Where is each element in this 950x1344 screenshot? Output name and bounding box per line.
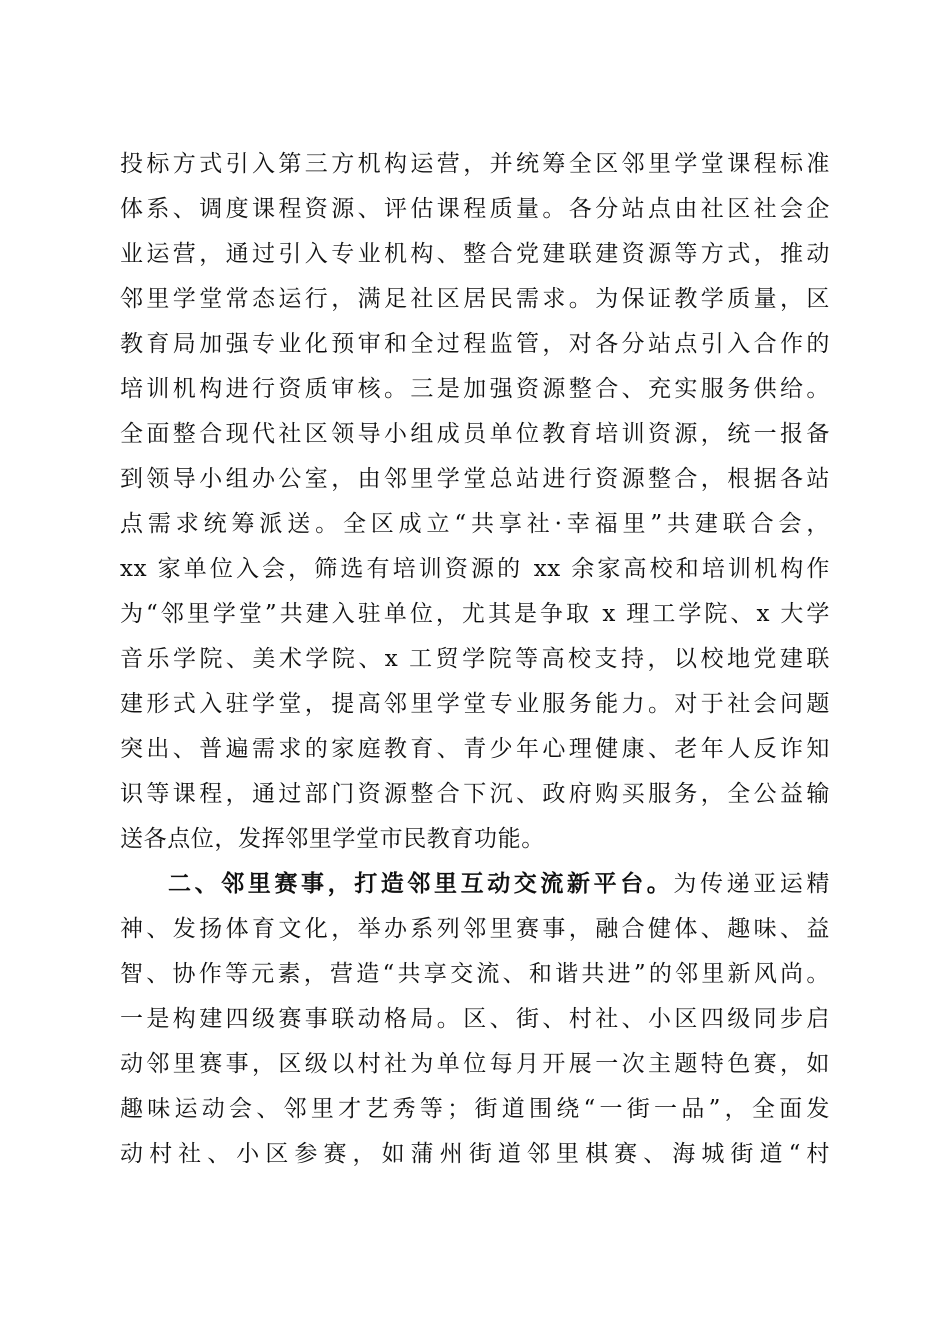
paragraph-line: 业运营，通过引入专业机构、整合党建联建资源等方式，推动 — [120, 241, 830, 267]
paragraph-line: 音乐学院、美术学院、x 工贸学院等高校支持，以校地党建联 — [120, 646, 830, 672]
paragraph-line: 投标方式引入第三方机构运营，并统筹全区邻里学堂课程标准 — [120, 151, 830, 177]
paragraph-line: 培训机构进行资质审核。三是加强资源整合、充实服务供给。 — [120, 376, 830, 402]
paragraph-line: 一是构建四级赛事联动格局。区、街、村社、小区四级同步启 — [120, 1006, 830, 1032]
paragraph-line: 全面整合现代社区领导小组成员单位教育培训资源，统一报备 — [120, 421, 830, 447]
section-heading-rest: 为传递亚运精 — [673, 871, 830, 897]
paragraph-line: 突出、普遍需求的家庭教育、青少年心理健康、老年人反诈知 — [120, 736, 830, 762]
paragraph-line: 到领导小组办公室，由邻里学堂总站进行资源整合，根据各站 — [120, 466, 830, 492]
paragraph-line: 点需求统筹派送。全区成立“共享社·幸福里”共建联合会， — [120, 511, 830, 537]
paragraph-line: 送各点位，发挥邻里学堂市民教育功能。 — [120, 826, 545, 852]
section-first-line — [168, 864, 830, 904]
paragraph-line: 为“邻里学堂”共建入驻单位，尤其是争取 x 理工学院、x 大学 — [120, 601, 830, 627]
section-heading: 二、邻里赛事，打造邻里互动交流新平台。 — [168, 871, 674, 897]
paragraph-line: 识等课程，通过部门资源整合下沉、政府购买服务，全公益输 — [120, 781, 830, 807]
paragraph-line: 神、发扬体育文化，举办系列邻里赛事，融合健体、趣味、益 — [120, 916, 830, 942]
paragraph-line: xx 家单位入会，筛选有培训资源的 xx 余家高校和培训机构作 — [120, 556, 830, 582]
paragraph-line: 体系、调度课程资源、评估课程质量。各分站点由社区社会企 — [120, 196, 830, 222]
paragraph-line: 邻里学堂常态运行，满足社区居民需求。为保证教学质量，区 — [120, 286, 830, 312]
paragraph-line: 动村社、小区参赛，如蒲州街道邻里棋赛、海城街道“村 — [120, 1141, 830, 1167]
paragraph-line: 教育局加强专业化预审和全过程监管，对各分站点引入合作的 — [120, 331, 830, 357]
paragraph-line: 建形式入驻学堂，提高邻里学堂专业服务能力。对于社会问题 — [120, 691, 830, 717]
paragraph-line: 动邻里赛事，区级以村社为单位每月开展一次主题特色赛，如 — [120, 1051, 830, 1077]
paragraph-line: 智、协作等元素，营造“共享交流、和谐共进”的邻里新风尚。 — [120, 961, 830, 987]
paragraph-line: 趣味运动会、邻里才艺秀等；街道围绕“一街一品”，全面发 — [120, 1096, 830, 1122]
